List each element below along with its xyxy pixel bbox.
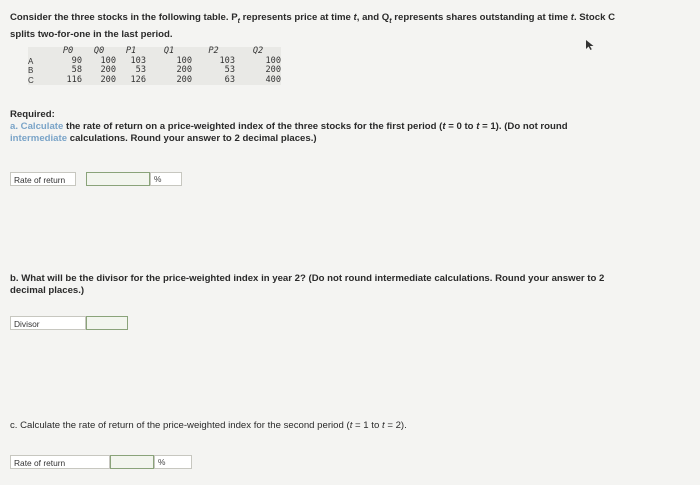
table-header: P1 bbox=[125, 46, 137, 56]
stock-data-table bbox=[28, 47, 281, 85]
table-cell: 100 bbox=[265, 55, 281, 66]
table-cell: 100 bbox=[176, 55, 192, 66]
table-header: P0 bbox=[62, 46, 74, 56]
mouse-cursor-icon bbox=[585, 39, 597, 51]
table-cell: 126 bbox=[130, 74, 146, 85]
table-cell: 63 bbox=[224, 74, 235, 85]
table-cell: 116 bbox=[66, 74, 82, 85]
stock-name: A bbox=[28, 56, 34, 66]
table-cell: 200 bbox=[176, 65, 192, 76]
table-header: Q2 bbox=[252, 46, 264, 56]
divisor-input[interactable] bbox=[86, 316, 128, 330]
table-cell: 200 bbox=[100, 65, 116, 76]
table-cell: 103 bbox=[130, 55, 146, 66]
table-header bbox=[28, 47, 54, 57]
question-a: a. Calculate the rate of return on a price-weighted index of the three stocks for the first period (t = 0 to t = 1). (Do not round intermediate calculations. Round your answer to 2 decimal places.) bbox=[10, 121, 568, 144]
rate-of-return-label-c: Rate of return bbox=[10, 455, 110, 469]
stock-name: B bbox=[28, 66, 34, 76]
table-header-row bbox=[28, 47, 281, 57]
stock-name: C bbox=[28, 75, 34, 85]
percent-unit-a: % bbox=[150, 172, 182, 186]
table-cell: 400 bbox=[265, 74, 281, 85]
required-heading: Required: bbox=[10, 109, 55, 120]
table-cell: 90 bbox=[71, 55, 82, 66]
table-row bbox=[28, 57, 281, 67]
table-cell: 200 bbox=[265, 65, 281, 76]
table-cell: 53 bbox=[135, 65, 146, 76]
table-cell: 53 bbox=[224, 65, 235, 76]
rate-of-return-label-a: Rate of return bbox=[10, 172, 76, 186]
table-header: P2 bbox=[208, 46, 219, 56]
table-header: Q0 bbox=[93, 46, 105, 56]
problem-intro: Consider the three stocks in the following table. $P_t$ represents price at time t, and $Q_t$ represents shares outstanding at time t. Stock C splits two-for-one in the last period. bbox=[10, 12, 616, 40]
question-b: b. What will be the divisor for the price-weighted index in year 2? (Do not round intermediate calculations. Round your answer to 2 decimal places.) bbox=[10, 273, 605, 296]
required-section bbox=[10, 109, 690, 145]
question-c: c. Calculate the rate of return of the price-weighted index for the second period (t = 1 to t = 2). bbox=[10, 420, 407, 431]
table-cell: 200 bbox=[100, 74, 116, 85]
rate-of-return-input-a[interactable] bbox=[86, 172, 150, 186]
table-cell: 103 bbox=[219, 55, 235, 66]
table-cell: 100 bbox=[100, 55, 116, 66]
percent-unit-c: % bbox=[154, 455, 192, 469]
table-cell: 58 bbox=[71, 65, 82, 76]
rate-of-return-input-c[interactable] bbox=[110, 455, 154, 469]
table-row bbox=[28, 76, 281, 86]
table-header: Q1 bbox=[163, 46, 175, 56]
table-cell: 200 bbox=[176, 74, 192, 85]
divisor-label: Divisor bbox=[10, 316, 86, 330]
